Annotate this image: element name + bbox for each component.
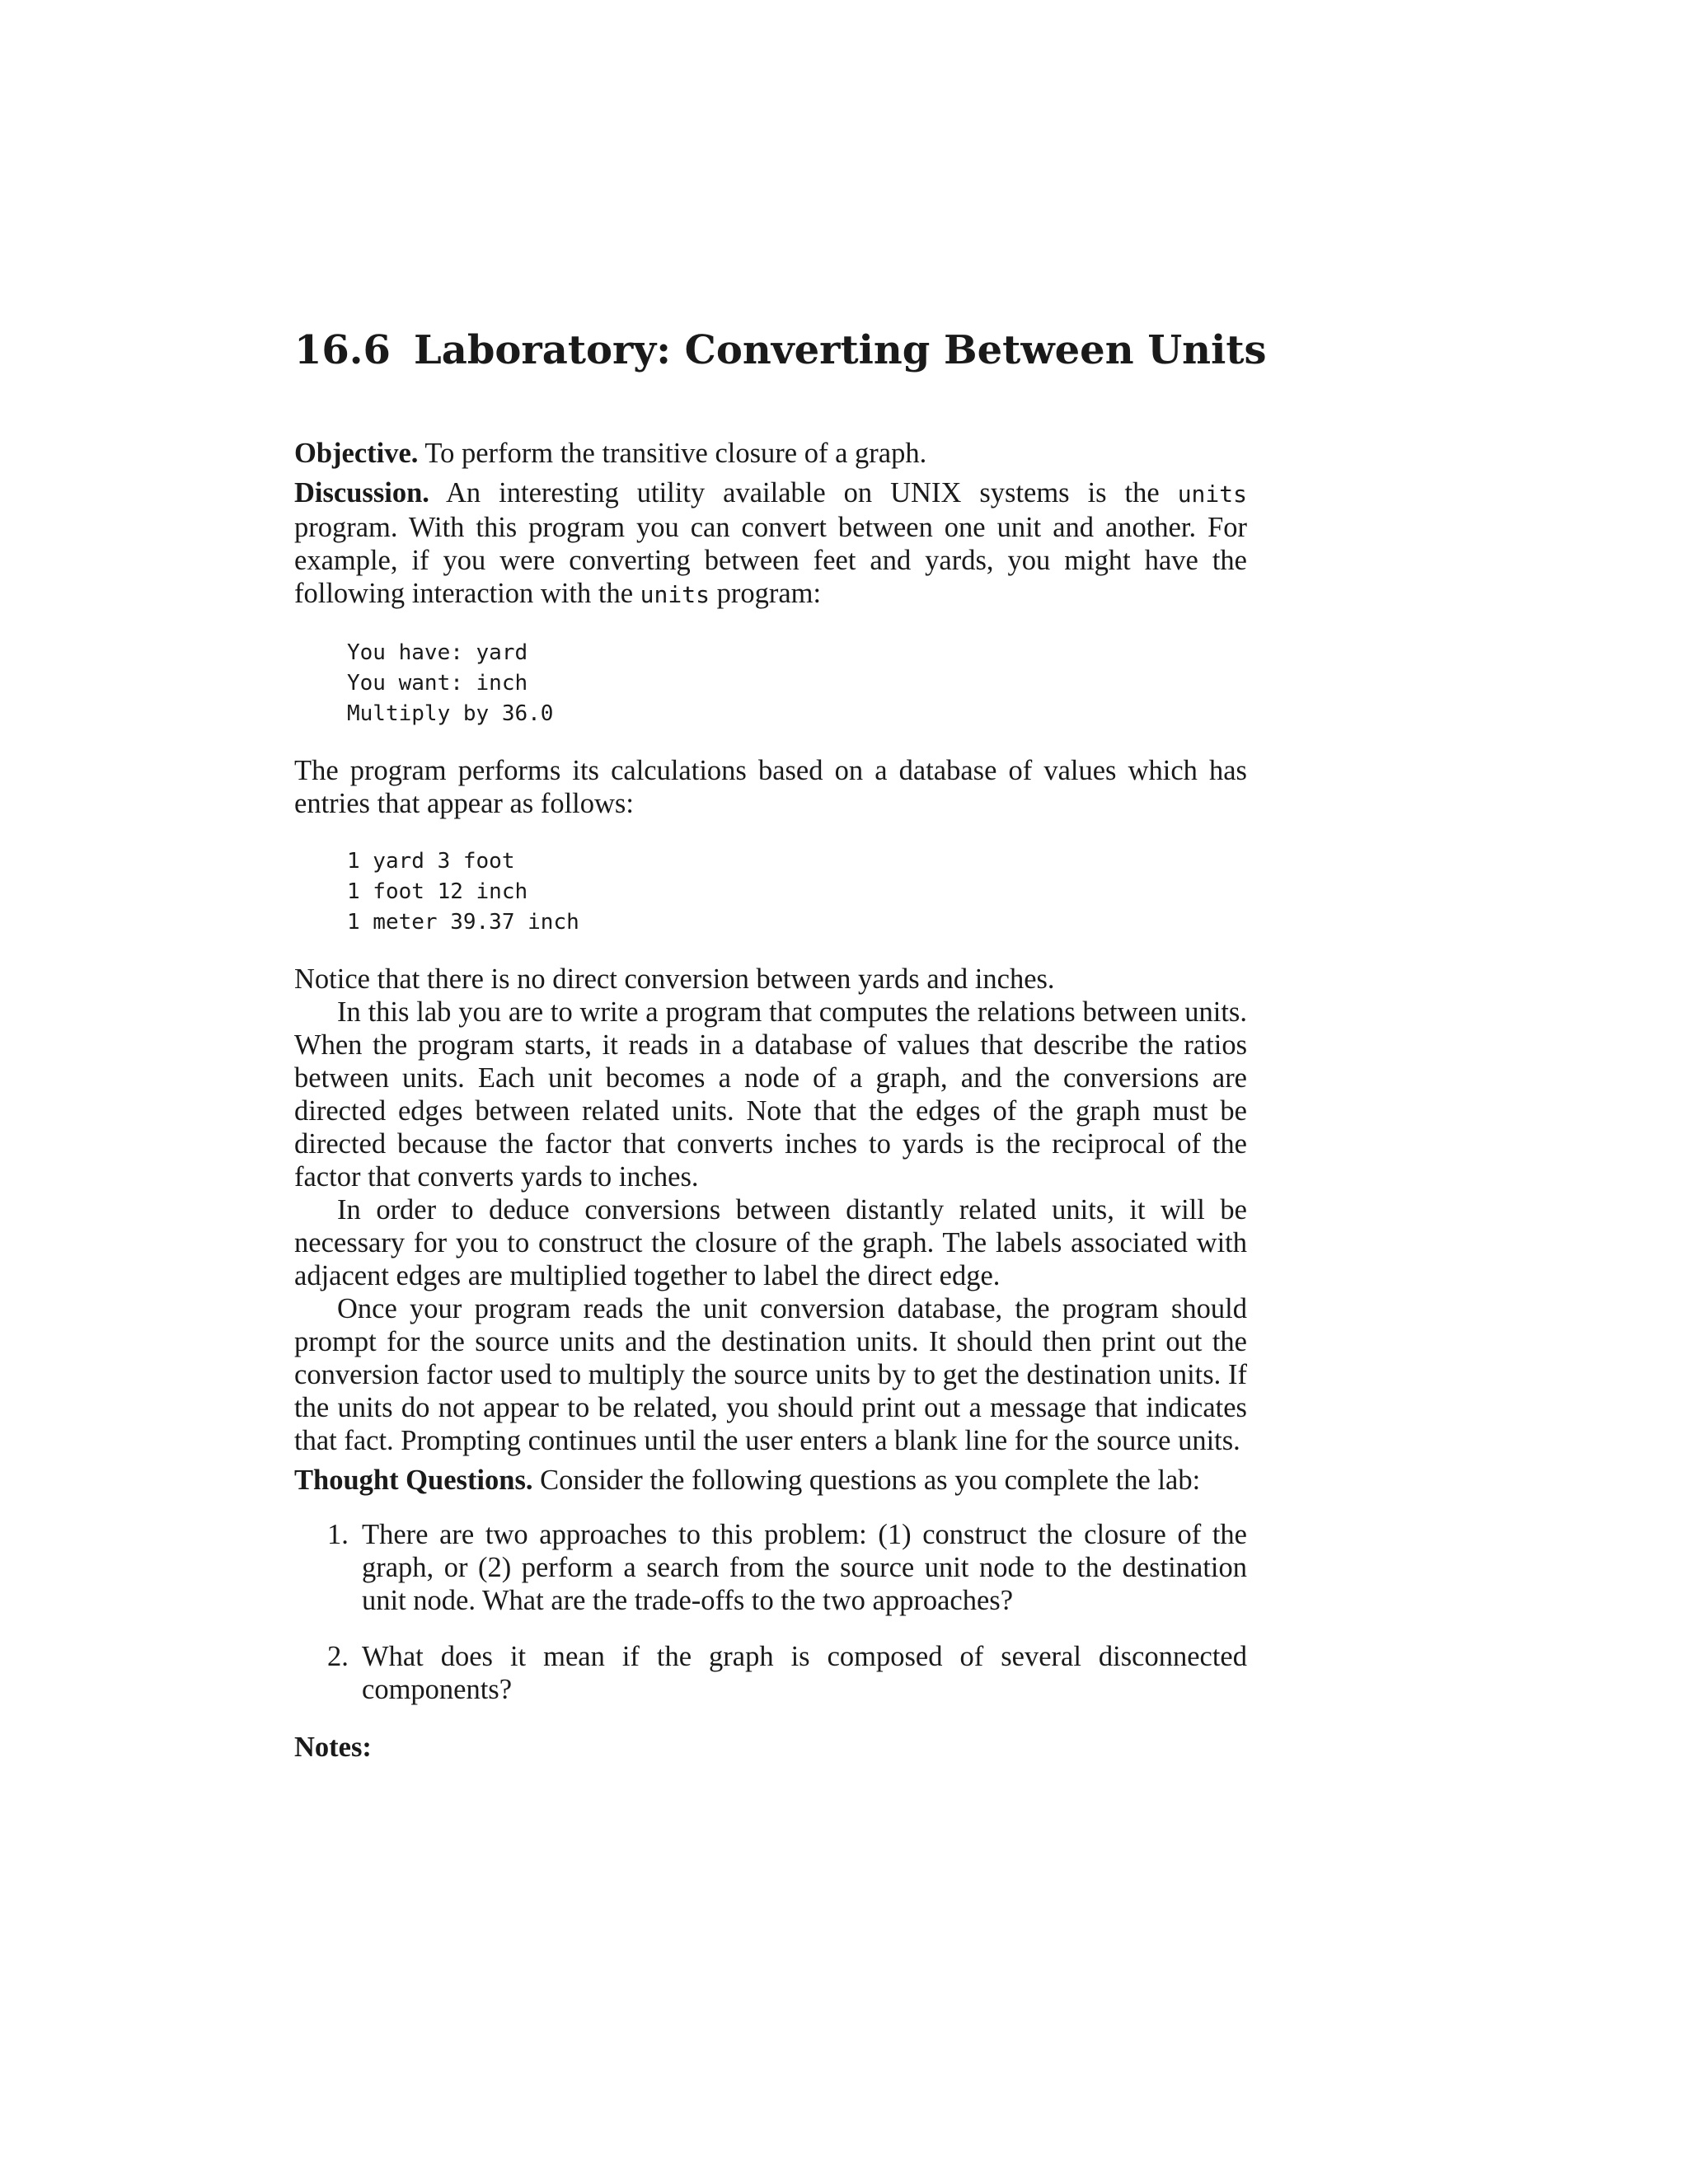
section-number: 16.6 [294,327,391,373]
body-paragraph: In order to deduce conversions between distantly related units, it will be necessary for you to construct the closure of the graph. The labels associated with adjacent edges are multiplied together to label the direct edge. [294,1194,1247,1291]
discussion-paragraph [294,476,1247,612]
code-line: 1 meter 39.37 inch [347,910,579,935]
code-line: 1 yard 3 foot [347,849,515,874]
objective-label: Objective. [294,438,419,469]
thought-questions-paragraph [294,1464,1247,1497]
thought-questions-intro: Consider the following questions as you complete the lab: [540,1465,1201,1496]
section-title: Laboratory: Converting Between Units [414,327,1267,373]
discussion-text-1: An interesting utility available on UNIX systems is the [446,477,1160,509]
body-paragraph: Notice that there is no direct conversion between yards and inches. [294,963,1055,995]
discussion-code-word: units [1177,480,1247,508]
database-entries-code [347,846,1247,938]
list-item [294,1518,1247,1617]
objective-text: To perform the transitive closure of a graph. [424,438,927,469]
code-line: You have: yard [347,640,528,665]
discussion-text-3: program: [716,578,822,609]
thought-questions-list [294,1518,1247,1706]
list-item-number: 1. [327,1519,349,1550]
code-line: Multiply by 36.0 [347,701,554,726]
list-item [294,1640,1247,1706]
database-intro-paragraph: The program performs its calculations based on a database of values which has entries that appear as follows: [294,755,1247,819]
objective-paragraph [294,437,1247,470]
list-item-number: 2. [327,1641,349,1672]
interaction-example-code [347,638,1247,729]
section-heading [294,326,1267,375]
body-paragraph: In this lab you are to write a program that computes the relations between units. When the program starts, it reads in a database of values that describe the ratios between units. Each unit becomes a node of a graph, and the conversions are directed edges between related units. Note that the edges of the graph must be directed because the factor that converts inches to yards is the reciprocal of the factor that converts yards to inches. [294,996,1247,1193]
list-item-text: What does it mean if the graph is composed of several disconnected components? [362,1641,1247,1705]
discussion-code-word-2: units [640,581,710,608]
notes-label: Notes: [294,1732,372,1763]
discussion-text-2: program. With this program you can convert between one unit and another. For example, if you were converting between feet and yards, you might have the following interaction with the [294,512,1247,609]
code-line: 1 foot 12 inch [347,879,528,904]
discussion-label: Discussion. [294,477,429,509]
body-paragraph: Once your program reads the unit conversion database, the program should prompt for the source units and the destination units. It should then print out the conversion factor used to multiply the source units by to get the destination units. If the units do not appear to be related, you should print out a message that indicates that fact. Prompting continues until the user enters a blank line for the source units. [294,1293,1247,1456]
code-line: You want: inch [347,671,528,696]
page-content [294,326,1267,1764]
thought-questions-label: Thought Questions. [294,1465,533,1496]
list-item-text: There are two approaches to this problem: (1) construct the closure of the graph, or (2) perform a search from the source unit node to the destination unit node. What are the trade-offs to the two approaches? [362,1519,1247,1616]
